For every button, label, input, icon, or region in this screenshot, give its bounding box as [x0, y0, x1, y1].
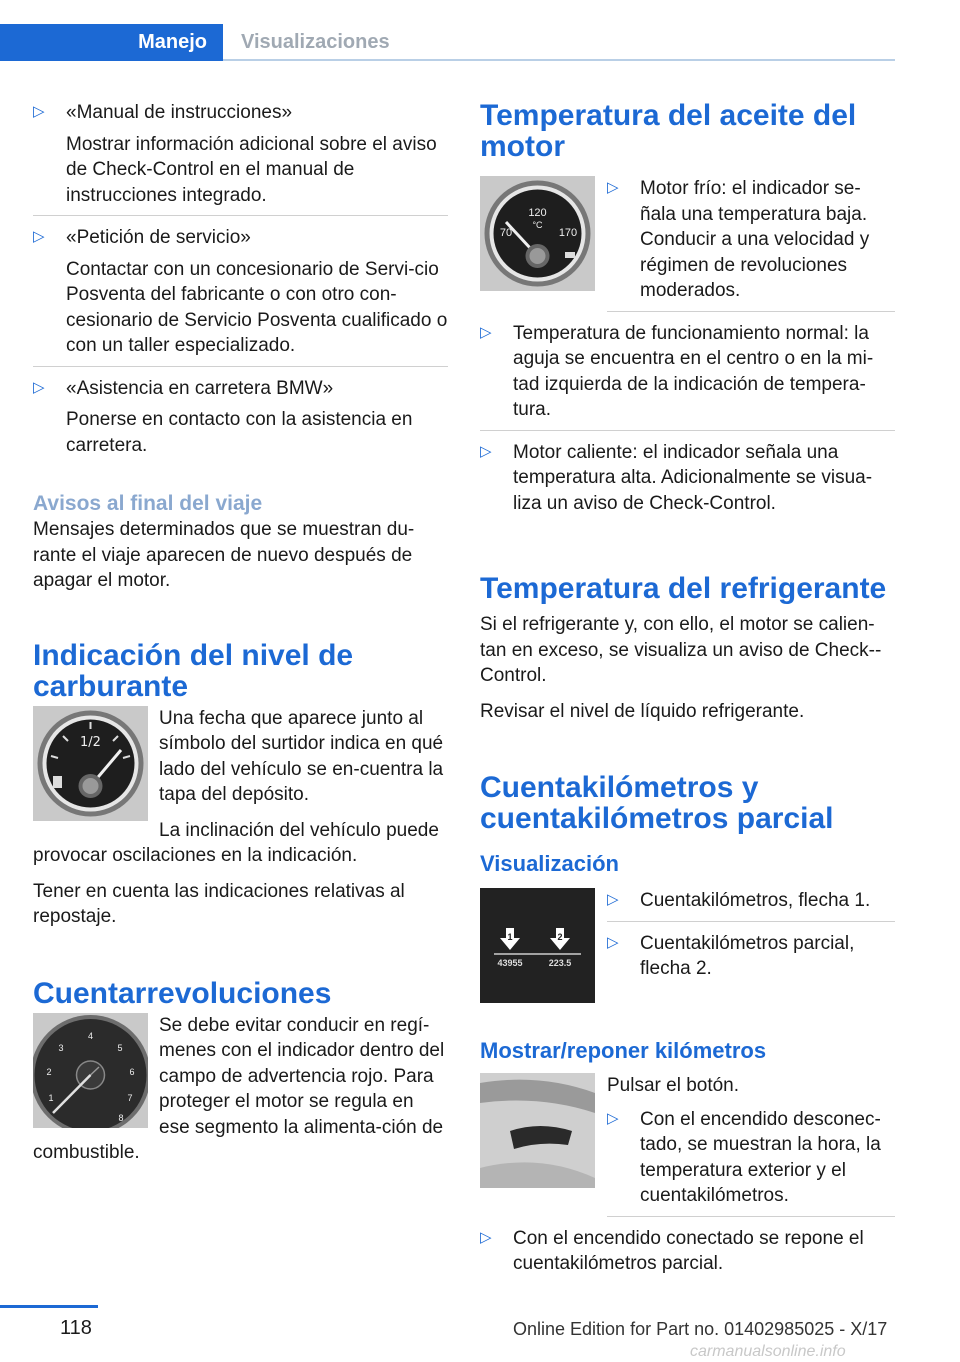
left-column — [33, 100, 448, 1166]
bullet-text: Contactar con un concesionario de Servi-cio Posventa del fabricante o con otro con-cesionario de Servicio Posventa cualificado o con un taller especializado. — [66, 258, 448, 356]
list-item — [607, 931, 895, 989]
fuel-text-2: La inclinación del vehículo puede provocar oscilaciones en la indicación. — [33, 819, 439, 866]
list-item — [480, 1226, 895, 1284]
list-item — [480, 321, 895, 431]
section-heading-odometer: Cuentakilómetros y cuentakilómetros parcial — [480, 771, 834, 835]
triangle-bullet-icon: ▷ — [607, 1109, 619, 1127]
tab-visualizaciones[interactable]: Visualizaciones — [241, 31, 390, 53]
coolant-text-2: Revisar el nivel de líquido refrigerante. — [480, 700, 805, 722]
odometer-display-icon — [480, 888, 595, 1003]
triangle-bullet-icon: ▷ — [607, 891, 619, 908]
oil-block — [480, 176, 895, 321]
reset-intro: Pulsar el botón. — [607, 1075, 740, 1096]
bullet-text: Con el encendido conectado se repone el cuentakilómetros parcial. — [513, 1227, 864, 1274]
triangle-bullet-icon: ▷ — [607, 179, 619, 196]
coolant-text-1: Si el refrigerante y, con ello, el motor se calien-tan en exceso, se visualiza un aviso de Check--Control. — [480, 614, 882, 686]
arrow-1-label: 1 — [507, 932, 513, 942]
rev-number: 5 — [117, 1042, 123, 1053]
bullet-title: «Manual de instrucciones» — [66, 102, 293, 123]
reset-block — [480, 1073, 895, 1226]
rev-number: 6 — [129, 1066, 135, 1077]
rev-number: 2 — [46, 1066, 52, 1077]
oil-label-unit: °C — [532, 220, 543, 230]
vis-bullet-group — [607, 888, 895, 1003]
arrow-2-label: 2 — [557, 932, 563, 942]
section-heading-fuel: Indicación del nivel de carburante — [33, 638, 354, 703]
bullet-text: Mostrar información adicional sobre el aviso de Check-Control en el manual de instrucciones integrado. — [66, 133, 437, 206]
oil-label-120: 120 — [528, 207, 547, 219]
triangle-bullet-icon: ▷ — [480, 1228, 492, 1246]
bullet-text: Con el encendido desconec-tado, se muestran la hora, la temperatura exterior y el cuentakilómetros. — [640, 1108, 881, 1206]
list-item — [607, 176, 895, 312]
edition-text: Online Edition for Part no. 01402985025 - X/17 — [513, 1319, 888, 1339]
list-item — [607, 888, 895, 922]
rev-block — [33, 1013, 448, 1166]
bullet-text: Motor frío: el indicador se-ñala una temperatura baja. Conducir a una velocidad y régimen de revoluciones moderados. — [640, 178, 870, 301]
bullet-title: «Petición de servicio» — [66, 227, 251, 248]
triangle-bullet-icon: ▷ — [607, 933, 619, 951]
page-header — [0, 24, 895, 60]
footer-rule — [0, 1305, 98, 1308]
rev-number: 1 — [48, 1092, 54, 1103]
rev-number: 8 — [118, 1112, 124, 1123]
reset-button-photo-icon — [480, 1073, 595, 1188]
triangle-bullet-icon: ▷ — [480, 323, 492, 341]
bullet-text: Cuentakilómetros parcial, flecha 2. — [640, 932, 855, 979]
triangle-bullet-icon: ▷ — [33, 378, 45, 396]
list-item — [33, 100, 448, 216]
section-heading-rev: Cuentarrevoluciones — [33, 976, 332, 1010]
subheading-reset: Mostrar/reponer kilómetros — [480, 1038, 767, 1063]
oil-label-70: 70 — [499, 227, 513, 239]
oil-bullet-group — [607, 176, 895, 321]
list-item — [480, 440, 895, 524]
tab-manejo[interactable]: Manejo — [0, 24, 223, 61]
triangle-bullet-icon: ▷ — [33, 228, 45, 245]
section-heading-coolant: Temperatura del refrigerante — [480, 572, 887, 605]
right-column — [480, 100, 895, 1293]
oil-temperature-gauge-icon — [480, 176, 595, 291]
bullet-text: Temperatura de funcionamiento normal: la aguja se encuentra en el centro o en la mi-tad izquierda de la indicación de tempera-tura. — [513, 322, 874, 420]
list-item — [33, 225, 448, 367]
trip-value: 223.5 — [548, 958, 572, 968]
rev-number: 4 — [87, 1030, 94, 1041]
odometer-value: 43955 — [497, 958, 523, 968]
bullet-text: Ponerse en contacto con la asistencia en carretera. — [66, 409, 413, 456]
fuel-text-3: Tener en cuenta las indicaciones relativas al repostaje. — [33, 880, 405, 927]
rev-number: 7 — [127, 1092, 133, 1103]
list-item — [607, 1107, 895, 1217]
bullet-title: «Asistencia en carretera BMW» — [66, 377, 334, 399]
odometer-block — [480, 888, 895, 1003]
subheading-visualizacion: Visualización — [480, 851, 619, 876]
fuel-block — [33, 706, 448, 930]
triangle-bullet-icon: ▷ — [480, 442, 492, 460]
section-heading-avisos: Avisos al final del viaje — [33, 492, 263, 515]
tachometer-gauge-icon — [33, 1013, 148, 1128]
fuel-gauge-icon — [33, 706, 148, 821]
rev-text: Se debe evitar conducir en regí-menes con el indicador dentro del campo de advertencia rojo. Para proteger el motor se regula en ese segmento la alimenta-ción de combustible. — [33, 1014, 445, 1163]
section-heading-oil: Temperatura del aceite del motor — [480, 99, 857, 163]
bullet-text: Cuentakilómetros, flecha 1. — [640, 890, 871, 911]
page-number: 118 — [60, 1317, 92, 1339]
fuel-half-label: 1/2 — [80, 734, 101, 750]
list-item — [33, 376, 448, 466]
watermark: carmanualsonline.info — [690, 1343, 846, 1360]
avisos-text: Mensajes determinados que se muestran du-rante el viaje aparecen de nuevo después de apagar el motor. — [33, 519, 415, 591]
rev-number: 3 — [58, 1042, 64, 1053]
reset-text-group — [607, 1073, 895, 1226]
fuel-text-1: Una fecha que aparece junto al símbolo del surtidor indica en qué lado del vehículo se en-cuentra la tapa del depósito. — [159, 707, 444, 805]
triangle-bullet-icon: ▷ — [33, 103, 45, 120]
bullet-text: Motor caliente: el indicador señala una temperatura alta. Adicionalmente se visua-liza un aviso de Check-Control. — [513, 441, 873, 514]
oil-label-170: 170 — [558, 227, 578, 239]
